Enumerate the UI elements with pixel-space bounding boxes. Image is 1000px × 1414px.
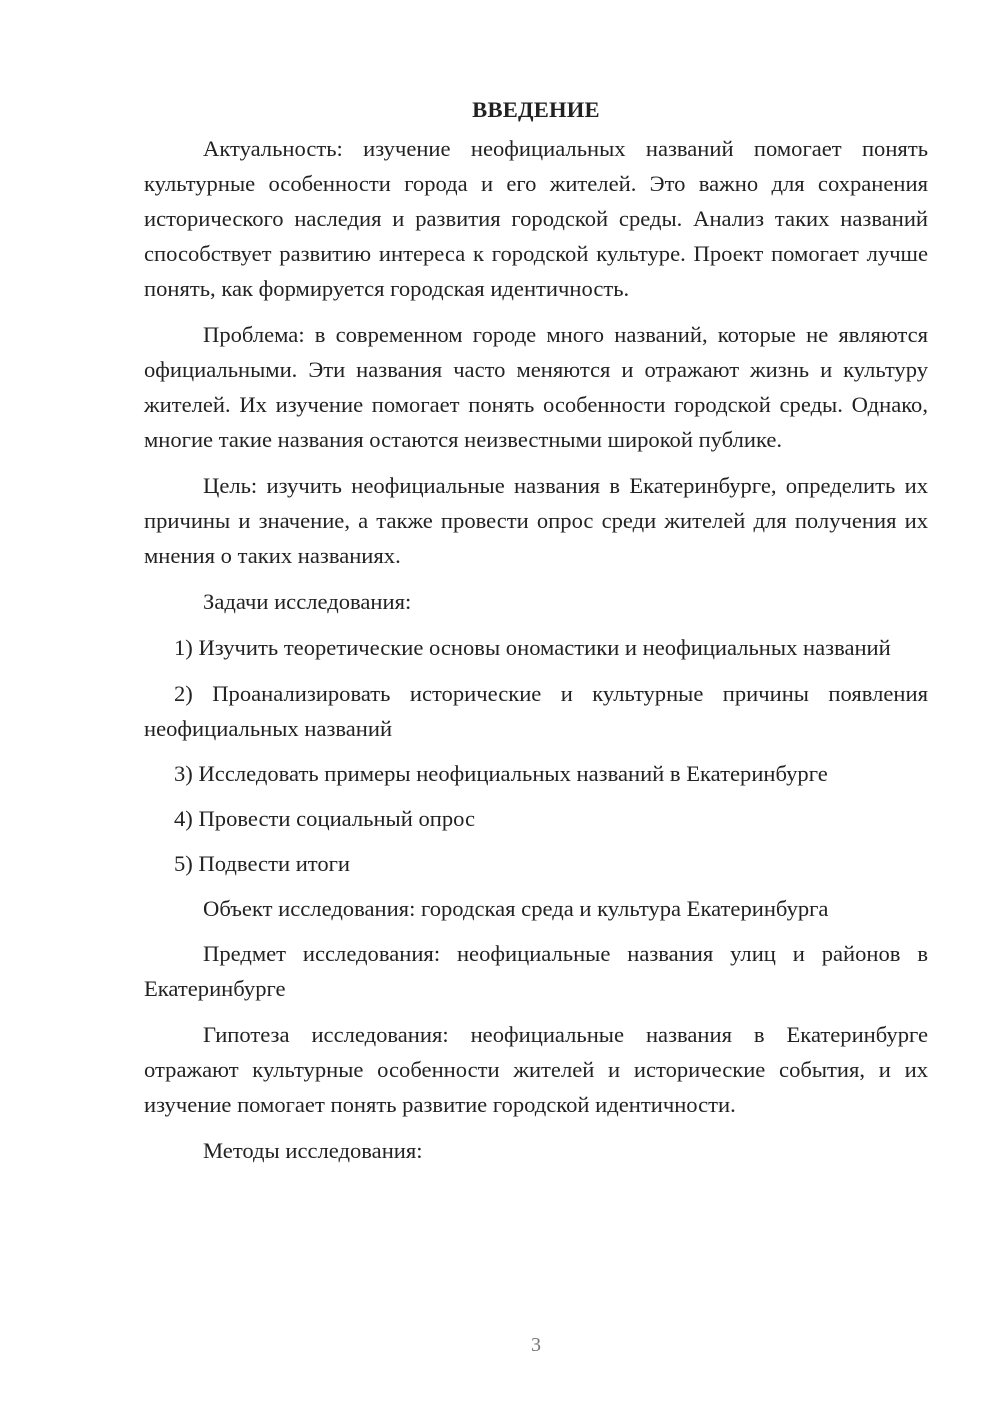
tasks-list: [144, 630, 928, 881]
paragraph-hypothesis: Гипотеза исследования: неофициальные названия в Екатеринбурге отражают культурные особенности жителей и исторические события, и их изучение помогает понять развитие городской идентичности.: [144, 1022, 928, 1117]
methods-heading: Методы исследования:: [203, 1138, 423, 1163]
list-item: 4) Провести социальный опрос: [174, 806, 476, 831]
section-title: ВВЕДЕНИЕ: [472, 97, 600, 122]
paragraph-object: Объект исследования: городская среда и культура Екатеринбурга: [203, 896, 829, 921]
list-item: 3) Исследовать примеры неофициальных названий в Екатеринбурге: [174, 761, 828, 786]
paragraph-goal: Цель: изучить неофициальные названия в Екатеринбурге, определить их причины и значение, а также провести опрос среди жителей для получения их мнения о таких названиях.: [144, 473, 928, 568]
paragraph-problem: Проблема: в современном городе много названий, которые не являются официальными. Эти названия часто меняются и отражают жизнь и культуру жителей. Их изучение помогает понять особенности городской среды. Однако, многие такие названия остаются неизвестными широкой публике.: [144, 322, 928, 452]
page-number: 3: [531, 1334, 541, 1356]
tasks-heading: Задачи исследования:: [203, 589, 412, 614]
list-item: 1) Изучить теоретические основы ономастики и неофициальных названий: [174, 635, 891, 660]
list-item: 5) Подвести итоги: [174, 851, 351, 876]
paragraph-subject: Предмет исследования: неофициальные названия улиц и районов в Екатеринбурге: [144, 941, 928, 1001]
paragraph-relevance: Актуальность: изучение неофициальных названий помогает понять культурные особенности города и его жителей. Это важно для сохранения исторического наследия и развития городской среды. Анализ таких названий способствует развитию интереса к городской культуре. Проект помогает лучше понять, как формируется городская идентичность.: [144, 136, 928, 301]
document-page: [144, 92, 928, 1168]
list-item: 2) Проанализировать исторические и культурные причины появления неофициальных названий: [144, 681, 928, 741]
